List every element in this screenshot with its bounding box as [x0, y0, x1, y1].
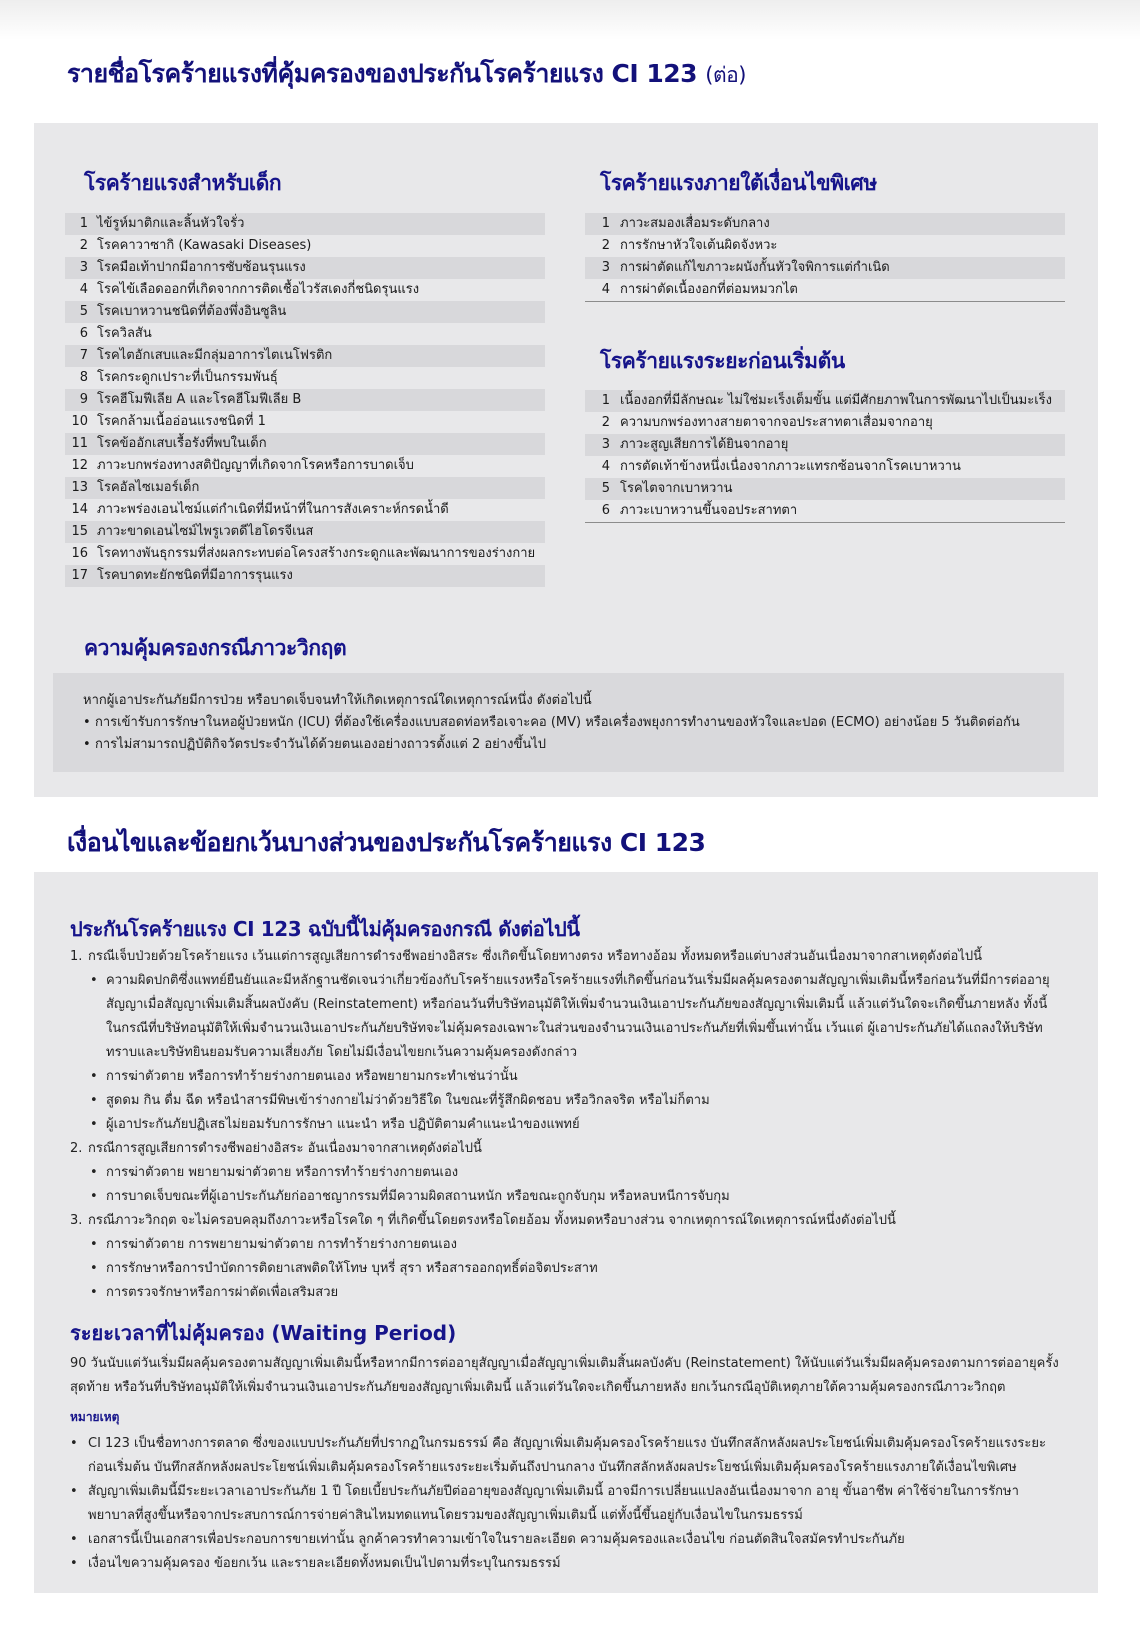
item-text: การตัดเท้าข้างหนึ่งเนื่องจากภาวะแทรกซ้อนจากโรคเบาหวาน	[620, 459, 961, 474]
exclusion-subitem-text: การฆ่าตัวตาย การพยายามฆ่าตัวตาย การทำร้ายร่างกายตนเอง	[106, 1237, 457, 1252]
item-number: 1	[79, 216, 88, 231]
list-item	[65, 565, 545, 587]
item-text: โรคบาดทะยักชนิดที่มีอาการรุนแรง	[97, 568, 293, 583]
list-item	[585, 478, 1065, 500]
item-number: 13	[71, 480, 88, 495]
exclusion-subitem-text: ความผิดปกติซึ่งแพทย์ยืนยันและมีหลักฐานชัดเจนว่าเกี่ยวข้องกับโรคร้ายแรงหรือโรคร้ายแรงที่เกิดขึ้นก่อนวันเริ่มมีผลคุ้มครองตามสัญญาเพิ่มเติมนี้หรือก่อนวันที่มีการต่ออายุสัญญาเมื่อสัญญาเพิ่มเติมสิ้นผลบังคับ (Reinstatement) หรือก่อนวันที่บริษัทอนุมัติให้เพิ่มจำนวนเงินเอาประกันภัยของสัญญาเพิ่มเติมนี้ แล้วแต่วันใดจะเกิดขึ้นภายหลัง ทั้งนี้ในกรณีที่บริษัทอนุมัติให้เพิ่มจำนวนเงินเอาประกันภัยบริษัทจะไม่คุ้มครองเฉพาะในส่วนของจำนวนเงินเอาประกันภัยที่เพิ่มขึ้นเท่านั้น เว้นแต่ ผู้เอาประกันภัยได้แถลงให้บริษัททราบและบริษัทยินยอมรับความเสี่ยงภัย โดยไม่มีเงื่อนไขยกเว้นความคุ้มครองดังกล่าว	[106, 973, 1050, 1060]
exclusion-sublist	[70, 1161, 1060, 1209]
exclusion-sublist	[70, 969, 1060, 1137]
item-text: ภาวะบกพร่องทางสติปัญญาที่เกิดจากโรคหรือการบาดเจ็บ	[97, 458, 414, 473]
exclusion-subitem-text: สูดดม กิน ดื่ม ฉีด หรือนำสารมีพิษเข้าร่างกายไม่ว่าด้วยวิธีใด ในขณะที่รู้สึกผิดชอบ หรือวิกลจริต หรือไม่ก็ตาม	[106, 1093, 710, 1108]
page-title-covered-diseases	[67, 54, 746, 94]
note-item	[70, 1528, 1060, 1552]
list-item	[65, 477, 545, 499]
bullet-icon: •	[90, 1117, 98, 1132]
list-item	[65, 345, 545, 367]
item-text: ภาวะสูญเสียการได้ยินจากอายุ	[620, 437, 789, 452]
list-item	[65, 301, 545, 323]
children-disease-list	[65, 213, 545, 587]
note-item	[70, 1552, 1060, 1576]
exclusion-item	[70, 945, 1060, 969]
item-number: 1	[601, 393, 610, 408]
item-number: 3	[601, 260, 610, 275]
bullet-icon: •	[70, 1556, 78, 1571]
item-number: 17	[71, 568, 88, 583]
exclusion-number: 1.	[70, 949, 83, 964]
list-item	[585, 279, 1065, 301]
bullet-icon: •	[83, 737, 91, 752]
list-item	[585, 235, 1065, 257]
list-item	[65, 213, 545, 235]
item-text: ภาวะขาดเอนไซม์ไพรูเวตดีไฮโดรจีเนส	[97, 524, 314, 539]
item-number: 6	[601, 503, 610, 518]
list-item	[65, 411, 545, 433]
list-item	[65, 521, 545, 543]
item-number: 1	[601, 216, 610, 231]
bullet-icon: •	[90, 1261, 98, 1276]
special-condition-list	[585, 213, 1065, 302]
waiting-period-text: 90 วันนับแต่วันเริ่มมีผลคุ้มครองตามสัญญาเพิ่มเติมนี้หรือหากมีการต่ออายุสัญญาเมื่อสัญญาเพิ่มเติมสิ้นผลบังคับ (Reinstatement) ให้นับแต่วันเริ่มมีผลคุ้มครองตามการต่ออายุครั้งสุดท้าย หรือวันที่บริษัทอนุมัติให้เพิ่มจำนวนเงินเอาประกันภัยของสัญญาเพิ่มเติมนี้ แล้วแต่วันใดจะเกิดขึ้นภายหลัง ยกเว้นกรณีอุบัติเหตุภายใต้ความคุ้มครองกรณีภาวะวิกฤต	[70, 1356, 1059, 1395]
exclusion-number: 2.	[70, 1141, 83, 1156]
item-text: โรคไตอักเสบและมีกลุ่มอาการไตเนโฟรติก	[97, 348, 333, 363]
crisis-bullet	[83, 712, 1034, 734]
children-section-heading: โรคร้ายแรงสำหรับเด็ก	[84, 171, 282, 195]
exclusions-heading: ประกันโรคร้ายแรง CI 123 ฉบับนี้ไม่คุ้มครองกรณี ดังต่อไปนี้	[70, 917, 580, 941]
list-item	[65, 499, 545, 521]
crisis-bullet-text: การไม่สามารถปฏิบัติกิจวัตรประจำวันได้ด้วยตนเองอย่างถาวรตั้งแต่ 2 อย่างขึ้นไป	[95, 737, 547, 752]
exclusion-subitem-text: การบาดเจ็บขณะที่ผู้เอาประกันภัยก่ออาชญากรรมที่มีความผิดสถานหนัก หรือขณะถูกจับกุม หรือหลบหนีการจับกุม	[106, 1189, 730, 1204]
list-item	[585, 434, 1065, 456]
exclusion-subitem-text: การฆ่าตัวตาย พยายามฆ่าตัวตาย หรือการทำร้ายร่างกายตนเอง	[106, 1165, 459, 1180]
item-text: ภาวะพร่องเอนไซม์แต่กำเนิดที่มีหน้าที่ในการสังเคราะห์กรดน้ำดี	[97, 502, 449, 517]
exclusion-subitem	[90, 969, 1060, 1065]
item-text: โรคกระดูกเปราะที่เป็นกรรมพันธุ์	[97, 370, 278, 385]
exclusion-subitem-text: การฆ่าตัวตาย หรือการทำร้ายร่างกายตนเอง หรือพยายามกระทำเช่นว่านั้น	[106, 1069, 518, 1084]
list-item	[585, 412, 1065, 434]
item-text: ความบกพร่องทางสายตาจากจอประสาทตาเสื่อมจากอายุ	[620, 415, 933, 430]
item-number: 8	[79, 370, 88, 385]
note-text: เงื่อนไขความคุ้มครอง ข้อยกเว้น และรายละเอียดทั้งหมดเป็นไปตามที่ระบุในกรมธรรม์	[88, 1556, 561, 1571]
notes-list	[70, 1432, 1060, 1576]
item-text: เนื้องอกที่มีลักษณะ ไม่ใช่มะเร็งเต็มขั้น แต่มีศักยภาพในการพัฒนาไปเป็นมะเร็ง	[620, 393, 1053, 408]
item-text: โรคคาวาซากิ (Kawasaki Diseases)	[97, 238, 312, 253]
crisis-intro: หากผู้เอาประกันภัยมีการป่วย หรือบาดเจ็บจนทำให้เกิดเหตุการณ์ใดเหตุการณ์หนึ่ง ดังต่อไปนี้	[83, 693, 592, 708]
item-text: โรคข้ออักเสบเรื้อรังที่พบในเด็ก	[97, 436, 267, 451]
title-suffix: (ต่อ)	[705, 63, 746, 87]
item-text: ไข้รูห์มาติกและลิ้นหัวใจรั่ว	[97, 216, 245, 231]
item-text: โรคมือเท้าปากมีอาการซับซ้อนรุนแรง	[97, 260, 306, 275]
list-item	[585, 390, 1065, 412]
item-number: 15	[71, 524, 88, 539]
item-number: 3	[601, 437, 610, 452]
item-number: 9	[79, 392, 88, 407]
exclusion-subitem	[90, 1257, 1060, 1281]
exclusion-subitem	[90, 1065, 1060, 1089]
exclusion-subitem	[90, 1281, 1060, 1305]
exclusion-subitem	[90, 1113, 1060, 1137]
item-number: 11	[71, 436, 88, 451]
item-number: 4	[79, 282, 88, 297]
bullet-icon: •	[90, 1189, 98, 1204]
list-item	[65, 389, 545, 411]
bullet-icon: •	[90, 1069, 98, 1084]
bullet-icon: •	[70, 1532, 78, 1547]
item-text: การรักษาหัวใจเต้นผิดจังหวะ	[620, 238, 778, 253]
item-number: 5	[601, 481, 610, 496]
crisis-bullet-text: การเข้ารับการรักษาในหอผู้ป่วยหนัก (ICU) ที่ต้องใช้เครื่องแบบสอดท่อหรือเจาะคอ (MV) หรือเครื่องพยุงการทำงานของหัวใจและปอด (ECMO) อย่างน้อย 5 วันติดต่อกัน	[95, 715, 1020, 730]
item-number: 7	[79, 348, 88, 363]
top-shade	[0, 0, 1140, 40]
item-number: 14	[71, 502, 88, 517]
item-number: 3	[79, 260, 88, 275]
exclusion-subitem	[90, 1089, 1060, 1113]
item-text: โรคเบาหวานชนิดที่ต้องพึ่งอินซูลิน	[97, 304, 287, 319]
list-item	[65, 235, 545, 257]
exclusion-number: 3.	[70, 1213, 83, 1228]
item-text: โรคอัลไซเมอร์เด็ก	[97, 480, 200, 495]
early-stage-list	[585, 390, 1065, 523]
list-item	[65, 367, 545, 389]
item-number: 6	[79, 326, 88, 341]
list-item	[585, 500, 1065, 522]
item-number: 10	[71, 414, 88, 429]
note-text: สัญญาเพิ่มเติมนี้มีระยะเวลาเอาประกันภัย 1 ปี โดยเบี้ยประกันภัยปีต่ออายุของสัญญาเพิ่มเติมนี้ อาจมีการเปลี่ยนแปลงอันเนื่องมาจาก อายุ ขั้นอาชีพ ค่าใช้จ่ายในการรักษาพยาบาลที่สูงขึ้นหรือจากประสบการณ์การจ่ายค่าสินไหมทดแทนโดยรวมของสัญญาเพิ่มเติมนี้ แต่ทั้งนี้ขึ้นอยู่กับเงื่อนไขในกรมธรรม์	[88, 1484, 1019, 1523]
exclusion-subitem-text: การตรวจรักษาหรือการผ่าตัดเพื่อเสริมสวย	[106, 1285, 339, 1300]
exclusion-text: กรณีภาวะวิกฤต จะไม่ครอบคลุมถึงภาวะหรือโรคใด ๆ ที่เกิดขึ้นโดยตรงหรือโดยอ้อม ทั้งหมดหรือบางส่วน จากเหตุการณ์ใดเหตุการณ์หนึ่งดังต่อไปนี้	[88, 1213, 896, 1228]
bullet-icon: •	[90, 973, 98, 988]
page-title-conditions: เงื่อนไขและข้อยกเว้นบางส่วนของประกันโรคร้ายแรง CI 123	[67, 828, 706, 857]
item-text: การผ่าตัดเนื้องอกที่ต่อมหมวกไต	[620, 282, 798, 297]
item-text: โรคกล้ามเนื้ออ่อนแรงชนิดที่ 1	[97, 414, 266, 429]
item-number: 4	[601, 459, 610, 474]
title-text: รายชื่อโรคร้ายแรงที่คุ้มครองของประกันโรคร้ายแรง CI 123	[67, 59, 698, 88]
waiting-period-heading: ระยะเวลาที่ไม่คุ้มครอง (Waiting Period)	[70, 1321, 457, 1345]
list-item	[585, 257, 1065, 279]
bullet-icon: •	[90, 1093, 98, 1108]
item-text: โรควิลสัน	[97, 326, 152, 341]
item-text: การผ่าตัดแก้ไขภาวะผนังกั้นหัวใจพิการแต่กำเนิด	[620, 260, 890, 275]
exclusion-subitem	[90, 1161, 1060, 1185]
item-number: 2	[601, 415, 610, 430]
item-text: ภาวะสมองเสื่อมระดับกลาง	[620, 216, 770, 231]
exclusion-subitem-text: ผู้เอาประกันภัยปฏิเสธไม่ยอมรับการรักษา แนะนำ หรือ ปฏิบัติตามคำแนะนำของแพทย์	[106, 1117, 580, 1132]
note-item	[70, 1432, 1060, 1480]
note-item	[70, 1480, 1060, 1528]
notes-heading: หมายเหตุ	[70, 1410, 120, 1424]
list-item	[65, 257, 545, 279]
list-item	[65, 323, 545, 345]
list-item	[65, 455, 545, 477]
note-text: CI 123 เป็นชื่อทางการตลาด ซึ่งของแบบประกันภัยที่ปรากฏในกรมธรรม์ คือ สัญญาเพิ่มเติมคุ้มครองโรคร้ายแรง บันทึกสลักหลังผลประโยชน์เพิ่มเติมคุ้มครองโรคร้ายแรงระยะก่อนเริ่มต้น บันทึกสลักหลังผลประโยชน์เพิ่มเติมคุ้มครองโรคร้ายแรงระยะเริ่มต้นถึงปานกลาง บันทึกสลักหลังผลประโยชน์เพิ่มเติมคุ้มครองโรคร้ายแรงภายใต้เงื่อนไขพิเศษ	[88, 1436, 1046, 1475]
bullet-icon: •	[70, 1484, 78, 1499]
item-number: 5	[79, 304, 88, 319]
list-item	[585, 213, 1065, 235]
crisis-section-heading: ความคุ้มครองกรณีภาวะวิกฤต	[84, 636, 347, 660]
list-item	[65, 433, 545, 455]
list-item	[65, 279, 545, 301]
item-number: 2	[601, 238, 610, 253]
bullet-icon: •	[90, 1285, 98, 1300]
list-item	[585, 456, 1065, 478]
early-section-heading: โรคร้ายแรงระยะก่อนเริ่มต้น	[600, 349, 845, 373]
exclusion-text: กรณีการสูญเสียการดำรงชีพอย่างอิสระ อันเนื่องมาจากสาเหตุดังต่อไปนี้	[88, 1141, 482, 1156]
bullet-icon: •	[90, 1165, 98, 1180]
bullet-icon: •	[70, 1436, 78, 1451]
exclusion-subitem	[90, 1233, 1060, 1257]
item-number: 2	[79, 238, 88, 253]
item-number: 16	[71, 546, 88, 561]
item-text: โรคทางพันธุกรรมที่ส่งผลกระทบต่อโครงสร้างกระดูกและพัฒนาการของร่างกาย	[97, 546, 536, 561]
exclusion-item	[70, 1137, 1060, 1161]
note-text: เอกสารนี้เป็นเอกสารเพื่อประกอบการขายเท่านั้น ลูกค้าควรทำความเข้าใจในรายละเอียด ความคุ้มครองและเงื่อนไข ก่อนตัดสินใจสมัครทำประกันภัย	[88, 1532, 905, 1547]
list-item	[65, 543, 545, 565]
bullet-icon: •	[90, 1237, 98, 1252]
item-text: โรคไตจากเบาหวาน	[620, 481, 733, 496]
item-number: 12	[71, 458, 88, 473]
exclusion-subitem-text: การรักษาหรือการบำบัดการติดยาเสพติดให้โทษ บุหรี่ สุรา หรือสารออกฤทธิ์ต่อจิตประสาท	[106, 1261, 598, 1276]
crisis-box	[53, 673, 1064, 772]
exclusions-list	[70, 945, 1060, 1305]
item-text: ภาวะเบาหวานขึ้นจอประสาทตา	[620, 503, 798, 518]
exclusion-item	[70, 1209, 1060, 1233]
exclusion-text: กรณีเจ็บป่วยด้วยโรคร้ายแรง เว้นแต่การสูญเสียการดำรงชีพอย่างอิสระ ซึ่งเกิดขึ้นโดยทางตรง หรือทางอ้อม ทั้งหมดหรือแต่บางส่วนอันเนื่องมาจากสาเหตุดังต่อไปนี้	[88, 949, 982, 964]
special-section-heading: โรคร้ายแรงภายใต้เงื่อนไขพิเศษ	[600, 171, 877, 195]
crisis-bullet	[83, 734, 1034, 756]
item-number: 4	[601, 282, 610, 297]
bullet-icon: •	[83, 715, 91, 730]
item-text: โรคไข้เลือดออกที่เกิดจากการติดเชื้อไวรัสเดงกี่ชนิดรุนแรง	[97, 282, 420, 297]
item-text: โรคฮีโมฟีเลีย A และโรคฮีโมฟีเลีย B	[97, 392, 302, 407]
exclusion-subitem	[90, 1185, 1060, 1209]
exclusion-sublist	[70, 1233, 1060, 1305]
